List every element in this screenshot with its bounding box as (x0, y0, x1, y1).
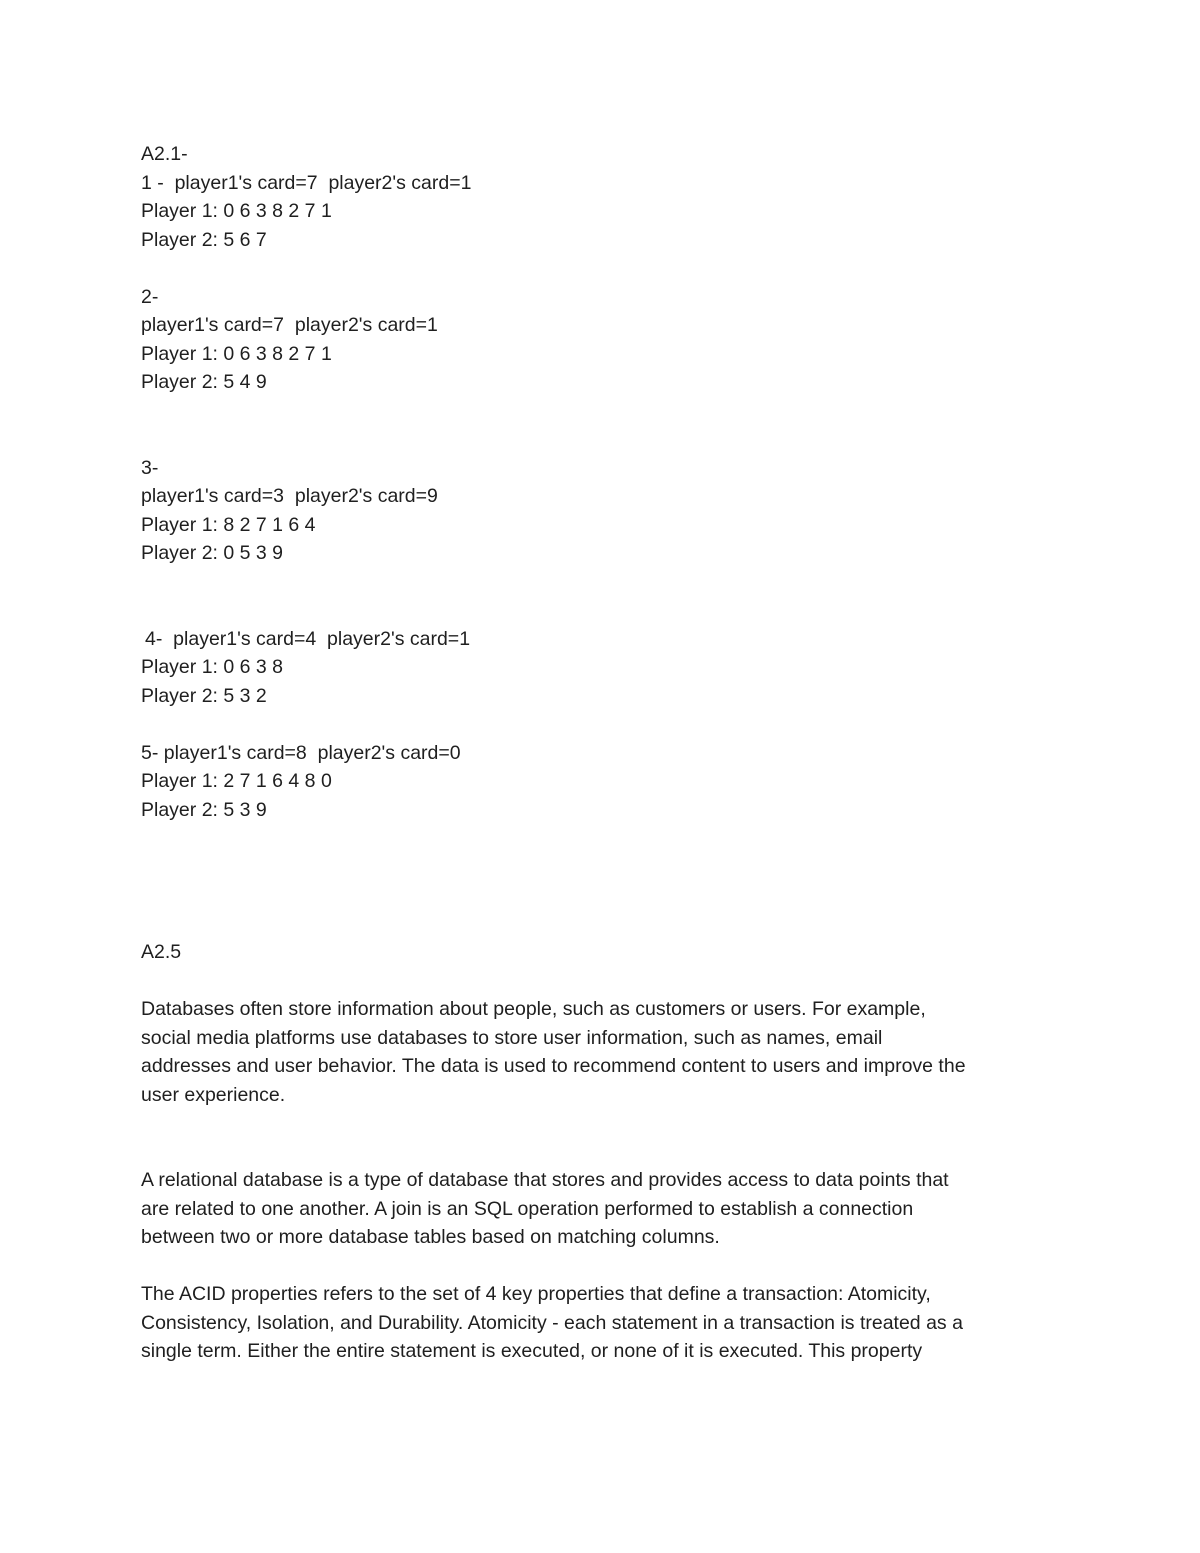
round-4-header: 4- player1's card=4 player2's card=1 (145, 628, 471, 650)
paragraph-line: The ACID properties refers to the set of 4 key properties that define a transaction: Atomicity, (141, 1283, 931, 1305)
round-3-header: player1's card=3 player2's card=9 (141, 485, 438, 507)
paragraph-line: user experience. (141, 1084, 286, 1106)
round-5-header: 5- player1's card=8 player2's card=0 (141, 742, 461, 764)
round-1-player1: Player 1: 0 6 3 8 2 7 1 (141, 200, 332, 222)
round-2-label: 2- (141, 286, 159, 308)
round-3-player1: Player 1: 8 2 7 1 6 4 (141, 514, 316, 536)
paragraph-line: single term. Either the entire statement is executed, or none of it is executed. This property (141, 1340, 923, 1362)
section-heading-a25: A2.5 (141, 941, 182, 963)
round-3-label: 3- (141, 457, 159, 479)
round-1-player2: Player 2: 5 6 7 (141, 229, 267, 251)
paragraph-line: Databases often store information about people, such as customers or users. For example, (141, 998, 926, 1020)
paragraph-line: Consistency, Isolation, and Durability. Atomicity - each statement in a transaction is treated as a (141, 1312, 963, 1334)
round-4-player2: Player 2: 5 3 2 (141, 685, 267, 707)
round-5-player2: Player 2: 5 3 9 (141, 799, 267, 821)
paragraph-line: between two or more database tables based on matching columns. (141, 1226, 720, 1248)
round-1-header: 1 - player1's card=7 player2's card=1 (141, 172, 472, 194)
paragraph-line: social media platforms use databases to store user information, such as names, email (141, 1027, 883, 1049)
paragraph-line: addresses and user behavior. The data is used to recommend content to users and improve the (141, 1055, 966, 1077)
round-2-player2: Player 2: 5 4 9 (141, 371, 267, 393)
round-2-header: player1's card=7 player2's card=1 (141, 314, 438, 336)
round-4-player1: Player 1: 0 6 3 8 (141, 656, 284, 678)
round-5-player1: Player 1: 2 7 1 6 4 8 0 (141, 770, 332, 792)
round-3-player2: Player 2: 0 5 3 9 (141, 542, 284, 564)
round-2-player1: Player 1: 0 6 3 8 2 7 1 (141, 343, 332, 365)
section-heading-a21: A2.1- (141, 143, 188, 165)
paragraph-line: A relational database is a type of database that stores and provides access to data points that (141, 1169, 949, 1191)
paragraph-line: are related to one another. A join is an SQL operation performed to establish a connection (141, 1198, 914, 1220)
